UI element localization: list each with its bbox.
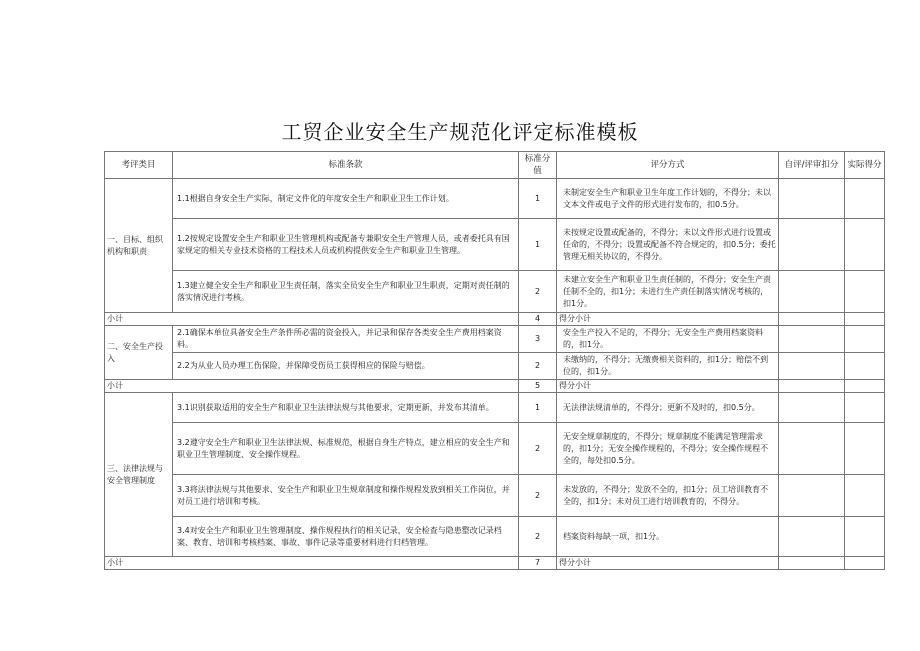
score-cell: 3 bbox=[519, 326, 557, 353]
actual-score-cell[interactable] bbox=[845, 380, 885, 393]
category-cell: 三、法律法规与安全管理制度 bbox=[105, 393, 173, 557]
standard-item: 3.3将法律法规与其他要求、安全生产和职业卫生规章制度和操作规程发放到相关工作岗位，并对员工进行培训和考核。 bbox=[173, 475, 519, 517]
method-cell: 未制定安全生产和职业卫生年度工作计划的，不得分；未以文本文件或电子文件的形式进行发布的，扣0.5分。 bbox=[557, 179, 779, 219]
score-cell: 1 bbox=[519, 179, 557, 219]
self-review-cell[interactable] bbox=[779, 219, 845, 271]
table-row bbox=[105, 353, 885, 380]
self-review-cell[interactable] bbox=[779, 557, 845, 570]
self-review-cell[interactable] bbox=[779, 517, 845, 557]
actual-score-cell[interactable] bbox=[845, 393, 885, 423]
category-cell: 二、安全生产投入 bbox=[105, 326, 173, 380]
self-review-cell[interactable] bbox=[779, 179, 845, 219]
method-cell: 未缴纳的，不得分；无缴费相关资料的，扣1分；赔偿不到位的，扣1分。 bbox=[557, 353, 779, 380]
standard-item: 3.4对安全生产和职业卫生管理制度、操作规程执行的相关记录，安全检查与隐患整改记录档案、教育、培训和考核档案、事故、事件记录等重要材料进行归档管理。 bbox=[173, 517, 519, 557]
score-cell: 1 bbox=[519, 393, 557, 423]
header-score: 标准分值 bbox=[519, 152, 557, 179]
actual-score-cell[interactable] bbox=[845, 326, 885, 353]
subtotal-method: 得分小计 bbox=[557, 313, 779, 326]
table-row bbox=[105, 271, 885, 313]
method-cell: 无法律法规清单的，不得分；更新不及时的，扣0.5分。 bbox=[557, 393, 779, 423]
subtotal-score: 4 bbox=[519, 313, 557, 326]
score-cell: 2 bbox=[519, 517, 557, 557]
actual-score-cell[interactable] bbox=[845, 313, 885, 326]
self-review-cell[interactable] bbox=[779, 475, 845, 517]
table-row bbox=[105, 179, 885, 219]
subtotal-row bbox=[105, 380, 885, 393]
subtotal-row bbox=[105, 313, 885, 326]
method-cell: 无安全规章制度的，不得分；规章制度不能满足管理需求的，扣1分；无安全操作规程的，不得分；安全操作规程不全的，每处扣0.5分。 bbox=[557, 423, 779, 475]
self-review-cell[interactable] bbox=[779, 380, 845, 393]
standard-item: 3.1识别获取适用的安全生产和职业卫生法律法规与其他要求，定期更新，并发布其清单。 bbox=[173, 393, 519, 423]
actual-score-cell[interactable] bbox=[845, 423, 885, 475]
page-title: 工贸企业安全生产规范化评定标准模板 bbox=[281, 120, 639, 144]
subtotal-row bbox=[105, 557, 885, 570]
actual-score-cell[interactable] bbox=[845, 475, 885, 517]
header-category: 考评类目 bbox=[105, 152, 173, 179]
actual-score-cell[interactable] bbox=[845, 179, 885, 219]
self-review-cell[interactable] bbox=[779, 326, 845, 353]
standard-item: 3.2遵守安全生产和职业卫生法律法规、标准规范，根据自身生产特点，建立相应的安全生产和职业卫生管理制度、安全操作规程。 bbox=[173, 423, 519, 475]
header-method: 评分方式 bbox=[557, 152, 779, 179]
subtotal-label: 小计 bbox=[105, 313, 519, 326]
subtotal-score: 7 bbox=[519, 557, 557, 570]
subtotal-score: 5 bbox=[519, 380, 557, 393]
method-cell: 档案资料每缺一项，扣1分。 bbox=[557, 517, 779, 557]
evaluation-table bbox=[104, 151, 885, 570]
actual-score-cell[interactable] bbox=[845, 557, 885, 570]
header-self-review: 自评/评审扣分 bbox=[779, 152, 845, 179]
actual-score-cell[interactable] bbox=[845, 271, 885, 313]
self-review-cell[interactable] bbox=[779, 423, 845, 475]
subtotal-label: 小计 bbox=[105, 557, 519, 570]
subtotal-method: 得分小计 bbox=[557, 380, 779, 393]
header-row bbox=[105, 152, 885, 179]
category-cell: 一、目标、组织机构和职责 bbox=[105, 179, 173, 313]
header-standard: 标准条款 bbox=[173, 152, 519, 179]
table-row bbox=[105, 475, 885, 517]
table-row bbox=[105, 326, 885, 353]
table-row bbox=[105, 423, 885, 475]
standard-item: 2.1确保本单位具备安全生产条件所必需的资金投入，并记录和保存各类安全生产费用档案资料。 bbox=[173, 326, 519, 353]
subtotal-label: 小计 bbox=[105, 380, 519, 393]
self-review-cell[interactable] bbox=[779, 393, 845, 423]
self-review-cell[interactable] bbox=[779, 271, 845, 313]
actual-score-cell[interactable] bbox=[845, 219, 885, 271]
standard-item: 1.1根据自身安全生产实际，制定文件化的年度安全生产和职业卫生工作计划。 bbox=[173, 179, 519, 219]
standard-item: 2.2为从业人员办理工伤保险，并保障受伤员工获得相应的保险与赔偿。 bbox=[173, 353, 519, 380]
actual-score-cell[interactable] bbox=[845, 353, 885, 380]
score-cell: 2 bbox=[519, 423, 557, 475]
table-row bbox=[105, 219, 885, 271]
score-cell: 2 bbox=[519, 271, 557, 313]
subtotal-method: 得分小计 bbox=[557, 557, 779, 570]
self-review-cell[interactable] bbox=[779, 313, 845, 326]
score-cell: 2 bbox=[519, 353, 557, 380]
standard-item: 1.3建立健全安全生产和职业卫生责任制，落实全员安全生产和职业卫生职责，定期对责任制的落实情况进行考核。 bbox=[173, 271, 519, 313]
self-review-cell[interactable] bbox=[779, 353, 845, 380]
table-row bbox=[105, 517, 885, 557]
header-actual: 实际得分 bbox=[845, 152, 885, 179]
method-cell: 安全生产投入不足的，不得分；无安全生产费用档案资料的，扣1分。 bbox=[557, 326, 779, 353]
method-cell: 未发放的，不得分；发放不全的，扣1分；员工培训教育不全的，扣1分；未对员工进行培训教育的，不得分。 bbox=[557, 475, 779, 517]
score-cell: 1 bbox=[519, 219, 557, 271]
method-cell: 未建立安全生产和职业卫生责任制的，不得分；安全生产责任制不全的，扣1分；未进行生产责任制落实情况考核的，扣1分。 bbox=[557, 271, 779, 313]
table-row bbox=[105, 393, 885, 423]
actual-score-cell[interactable] bbox=[845, 517, 885, 557]
method-cell: 未按规定设置或配备的，不得分；未以文件形式进行设置或任命的，不得分；设置或配备不符合规定的，扣0.5分；委托管理无相关协议的，不得分。 bbox=[557, 219, 779, 271]
score-cell: 2 bbox=[519, 475, 557, 517]
standard-item: 1.2按规定设置安全生产和职业卫生管理机构或配备专兼职安全生产管理人员，或者委托具有国家规定的相关专业技术资格的工程技术人员或机构提供安全生产和职业卫生管理。 bbox=[173, 219, 519, 271]
